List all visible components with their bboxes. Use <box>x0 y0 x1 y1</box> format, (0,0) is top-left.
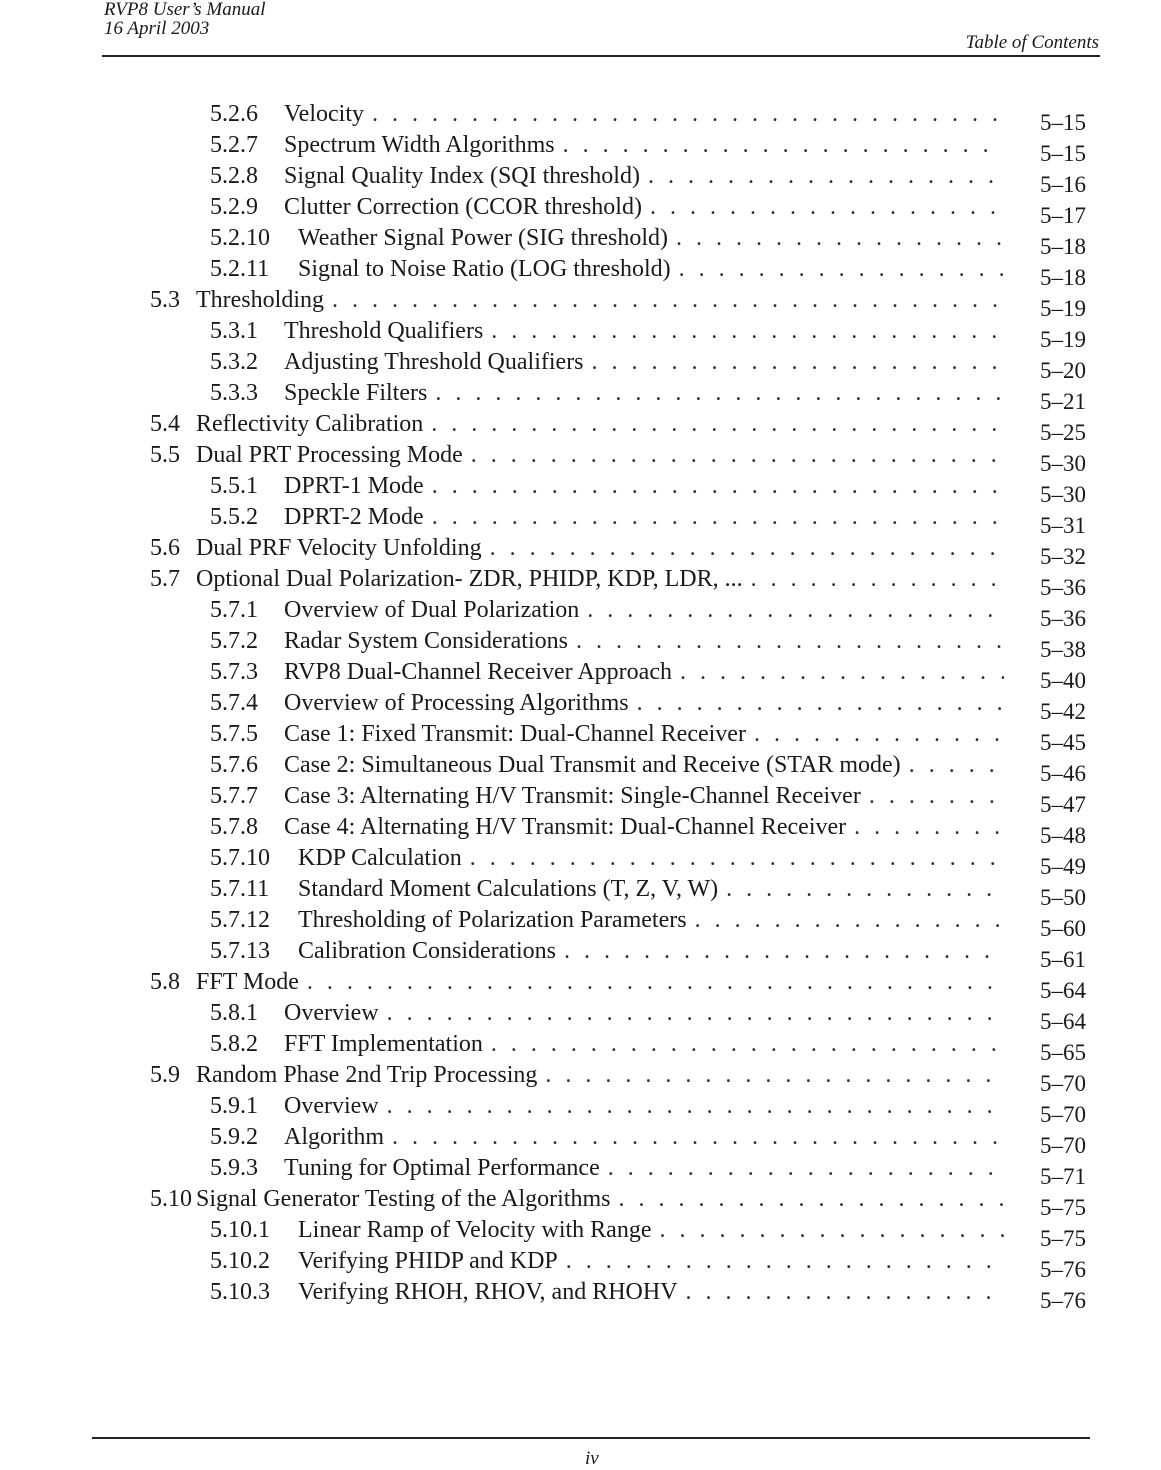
toc-entry-title: Standard Moment Calculations (T, Z, V, W) <box>298 876 719 902</box>
toc-entry[interactable] <box>0 874 1161 910</box>
toc-entry-page: 5–76 <box>1040 1257 1086 1282</box>
toc-entry-title: Linear Ramp of Velocity with Range <box>298 1217 652 1243</box>
toc-dot-leader <box>695 905 1004 936</box>
toc-entry-number: 5.4 <box>150 411 180 437</box>
toc-entry-title: Calibration Considerations <box>298 938 556 964</box>
toc-entry-page: 5–64 <box>1040 978 1086 1003</box>
toc-entry[interactable] <box>0 1153 1161 1189</box>
toc-entry-title: Optional Dual Polarization- ZDR, PHIDP, KDP, LDR, ... <box>196 566 743 592</box>
toc-dot-leader <box>564 936 1004 967</box>
toc-entry[interactable] <box>0 967 1161 1003</box>
toc-entry-number: 5.9.1 <box>210 1093 258 1119</box>
toc-entry-title: Threshold Qualifiers <box>284 318 484 344</box>
toc-dot-leader <box>470 843 1004 874</box>
toc-entry[interactable] <box>0 471 1161 507</box>
toc-entry-number: 5.7.7 <box>210 783 258 809</box>
toc-entry-page: 5–25 <box>1040 420 1086 445</box>
toc-entry-number: 5.7.11 <box>210 876 270 902</box>
toc-dot-leader <box>372 99 1004 130</box>
toc-dot-leader <box>751 564 1004 595</box>
toc-dot-leader <box>435 378 1004 409</box>
toc-entry-page: 5–47 <box>1040 792 1086 817</box>
toc-entry-number: 5.2.6 <box>210 101 258 127</box>
toc-dot-leader <box>387 998 1004 1029</box>
toc-entry-title: Case 3: Alternating H/V Transmit: Single-Channel Receiver <box>284 783 861 809</box>
toc-dot-leader <box>587 595 1004 626</box>
toc-entry[interactable] <box>0 99 1161 135</box>
table-of-contents <box>0 99 1161 1313</box>
toc-entry-number: 5.2.8 <box>210 163 258 189</box>
toc-entry[interactable] <box>0 781 1161 817</box>
toc-entry-number: 5.8 <box>150 969 180 995</box>
toc-dot-leader <box>648 161 1004 192</box>
toc-entry[interactable] <box>0 688 1161 724</box>
toc-entry[interactable] <box>0 843 1161 879</box>
toc-entry[interactable] <box>0 1091 1161 1127</box>
toc-entry-title: FFT Implementation <box>284 1031 483 1057</box>
toc-entry-page: 5–15 <box>1040 110 1086 135</box>
toc-entry-number: 5.8.1 <box>210 1000 258 1026</box>
toc-entry-title: DPRT-1 Mode <box>284 473 424 499</box>
toc-entry[interactable] <box>0 347 1161 383</box>
toc-entry-title: KDP Calculation <box>298 845 462 871</box>
toc-entry[interactable] <box>0 192 1161 228</box>
toc-entry-page: 5–18 <box>1040 234 1086 259</box>
toc-entry-number: 5.7 <box>150 566 180 592</box>
toc-entry-page: 5–71 <box>1040 1164 1086 1189</box>
toc-entry-page: 5–45 <box>1040 730 1086 755</box>
toc-entry-title: Overview <box>284 1000 379 1026</box>
toc-entry-page: 5–19 <box>1040 296 1086 321</box>
toc-entry-title: Dual PRT Processing Mode <box>196 442 463 468</box>
toc-entry-number: 5.7.5 <box>210 721 258 747</box>
toc-dot-leader <box>563 130 1004 161</box>
toc-dot-leader <box>332 285 1004 316</box>
toc-entry-number: 5.10 <box>150 1186 192 1212</box>
toc-entry-page: 5–60 <box>1040 916 1086 941</box>
toc-entry[interactable] <box>0 719 1161 755</box>
manual-title: RVP8 User’s Manual <box>104 0 266 20</box>
toc-entry[interactable] <box>0 1277 1161 1313</box>
toc-entry[interactable] <box>0 285 1161 321</box>
toc-entry-number: 5.7.2 <box>210 628 258 654</box>
toc-entry-page: 5–38 <box>1040 637 1086 662</box>
toc-entry-page: 5–36 <box>1040 575 1086 600</box>
toc-dot-leader <box>471 440 1004 471</box>
toc-entry[interactable] <box>0 626 1161 662</box>
toc-entry-title: DPRT-2 Mode <box>284 504 424 530</box>
toc-entry[interactable] <box>0 1122 1161 1158</box>
toc-entry-title: FFT Mode <box>196 969 299 995</box>
toc-entry-number: 5.7.3 <box>210 659 258 685</box>
toc-entry-title: Radar System Considerations <box>284 628 568 654</box>
toc-entry-number: 5.10.1 <box>210 1217 270 1243</box>
toc-entry[interactable] <box>0 564 1161 600</box>
toc-entry-title: Dual PRF Velocity Unfolding <box>196 535 482 561</box>
manual-date: 16 April 2003 <box>104 18 210 39</box>
toc-entry-number: 5.5.2 <box>210 504 258 530</box>
toc-entry-number: 5.7.4 <box>210 690 258 716</box>
toc-entry-title: Spectrum Width Algorithms <box>284 132 555 158</box>
toc-entry-page: 5–75 <box>1040 1226 1086 1251</box>
toc-entry-page: 5–70 <box>1040 1133 1086 1158</box>
toc-entry-page: 5–15 <box>1040 141 1086 166</box>
toc-entry-page: 5–18 <box>1040 265 1086 290</box>
toc-entry-page: 5–19 <box>1040 327 1086 352</box>
footer-page-number: iv <box>585 1448 599 1469</box>
toc-dot-leader <box>637 688 1004 719</box>
toc-entry-page: 5–50 <box>1040 885 1086 910</box>
toc-entry-page: 5–16 <box>1040 172 1086 197</box>
toc-dot-leader <box>431 409 1004 440</box>
toc-entry[interactable] <box>0 409 1161 445</box>
toc-dot-leader <box>686 1277 1004 1308</box>
running-header-section: Table of Contents <box>965 32 1099 53</box>
toc-entry-title: Case 1: Fixed Transmit: Dual-Channel Receiver <box>284 721 746 747</box>
toc-dot-leader <box>650 192 1004 223</box>
toc-entry-page: 5–42 <box>1040 699 1086 724</box>
toc-dot-leader <box>608 1153 1004 1184</box>
toc-entry-number: 5.10.3 <box>210 1279 270 1305</box>
toc-entry-page: 5–70 <box>1040 1071 1086 1096</box>
toc-dot-leader <box>618 1184 1004 1215</box>
toc-entry-number: 5.6 <box>150 535 180 561</box>
toc-entry-number: 5.3.2 <box>210 349 258 375</box>
toc-entry[interactable] <box>0 905 1161 941</box>
toc-entry-number: 5.7.1 <box>210 597 258 623</box>
toc-entry-page: 5–21 <box>1040 389 1086 414</box>
toc-entry-number: 5.8.2 <box>210 1031 258 1057</box>
toc-entry[interactable] <box>0 254 1161 290</box>
toc-entry-number: 5.9.2 <box>210 1124 258 1150</box>
toc-entry[interactable] <box>0 1184 1161 1220</box>
toc-entry-title: Verifying RHOH, RHOV, and RHOHV <box>298 1279 678 1305</box>
toc-dot-leader <box>491 1029 1004 1060</box>
toc-entry-page: 5–48 <box>1040 823 1086 848</box>
toc-dot-leader <box>432 471 1004 502</box>
header-rule <box>102 55 1100 57</box>
toc-dot-leader <box>576 626 1004 657</box>
toc-dot-leader <box>854 812 1004 843</box>
toc-entry-title: Signal to Noise Ratio (LOG threshold) <box>298 256 671 282</box>
toc-entry-page: 5–40 <box>1040 668 1086 693</box>
running-header-left <box>104 0 266 38</box>
toc-entry-title: Thresholding of Polarization Parameters <box>298 907 687 933</box>
toc-entry[interactable] <box>0 161 1161 197</box>
toc-entry[interactable] <box>0 998 1161 1034</box>
toc-dot-leader <box>491 316 1004 347</box>
toc-entry-number: 5.10.2 <box>210 1248 270 1274</box>
toc-entry-number: 5.7.12 <box>210 907 270 933</box>
toc-entry[interactable] <box>0 502 1161 538</box>
toc-entry-number: 5.3.1 <box>210 318 258 344</box>
toc-entry-title: Signal Generator Testing of the Algorithms <box>196 1186 611 1212</box>
toc-entry-number: 5.2.10 <box>210 225 270 251</box>
toc-dot-leader <box>909 750 1004 781</box>
toc-entry-page: 5–30 <box>1040 451 1086 476</box>
toc-entry-title: Verifying PHIDP and KDP <box>298 1248 558 1274</box>
toc-entry-title: Clutter Correction (CCOR threshold) <box>284 194 642 220</box>
toc-entry-page: 5–32 <box>1040 544 1086 569</box>
toc-entry[interactable] <box>0 316 1161 352</box>
toc-entry-number: 5.9.3 <box>210 1155 258 1181</box>
toc-dot-leader <box>490 533 1004 564</box>
footer-rule <box>92 1437 1090 1439</box>
toc-entry[interactable] <box>0 1060 1161 1096</box>
toc-entry-number: 5.2.9 <box>210 194 258 220</box>
toc-entry-page: 5–70 <box>1040 1102 1086 1127</box>
toc-entry-title: Random Phase 2nd Trip Processing <box>196 1062 538 1088</box>
toc-entry-page: 5–36 <box>1040 606 1086 631</box>
toc-entry-page: 5–61 <box>1040 947 1086 972</box>
toc-entry-title: Weather Signal Power (SIG threshold) <box>298 225 668 251</box>
toc-entry[interactable] <box>0 936 1161 972</box>
toc-entry-number: 5.7.10 <box>210 845 270 871</box>
toc-entry[interactable] <box>0 1029 1161 1065</box>
toc-entry-page: 5–64 <box>1040 1009 1086 1034</box>
toc-entry-number: 5.9 <box>150 1062 180 1088</box>
toc-entry-number: 5.2.7 <box>210 132 258 158</box>
toc-entry-number: 5.7.8 <box>210 814 258 840</box>
toc-entry-number: 5.3.3 <box>210 380 258 406</box>
toc-entry-title: Signal Quality Index (SQI threshold) <box>284 163 640 189</box>
toc-entry[interactable] <box>0 812 1161 848</box>
toc-dot-leader <box>754 719 1004 750</box>
toc-entry-title: Velocity <box>284 101 364 127</box>
toc-entry-page: 5–65 <box>1040 1040 1086 1065</box>
toc-dot-leader <box>592 347 1004 378</box>
toc-entry-page: 5–20 <box>1040 358 1086 383</box>
toc-entry[interactable] <box>0 130 1161 166</box>
toc-entry[interactable] <box>0 378 1161 414</box>
toc-dot-leader <box>387 1091 1004 1122</box>
toc-dot-leader <box>432 502 1004 533</box>
toc-entry-title: Case 4: Alternating H/V Transmit: Dual-Channel Receiver <box>284 814 847 840</box>
toc-entry[interactable] <box>0 223 1161 259</box>
toc-entry-number: 5.7.13 <box>210 938 270 964</box>
toc-dot-leader <box>566 1246 1004 1277</box>
toc-entry-number: 5.5 <box>150 442 180 468</box>
toc-entry-page: 5–75 <box>1040 1195 1086 1220</box>
toc-entry[interactable] <box>0 750 1161 786</box>
toc-entry-number: 5.7.6 <box>210 752 258 778</box>
toc-entry[interactable] <box>0 440 1161 476</box>
toc-entry-title: Case 2: Simultaneous Dual Transmit and Receive (STAR mode) <box>284 752 901 778</box>
toc-entry-title: Reflectivity Calibration <box>196 411 424 437</box>
toc-entry[interactable] <box>0 1215 1161 1251</box>
toc-entry-page: 5–17 <box>1040 203 1086 228</box>
toc-entry-title: Overview of Dual Polarization <box>284 597 580 623</box>
toc-entry[interactable] <box>0 595 1161 631</box>
toc-entry-title: Speckle Filters <box>284 380 428 406</box>
toc-dot-leader <box>307 967 1004 998</box>
toc-entry-number: 5.3 <box>150 287 180 313</box>
toc-entry-title: Thresholding <box>196 287 324 313</box>
toc-dot-leader <box>676 223 1004 254</box>
toc-entry-page: 5–30 <box>1040 482 1086 507</box>
toc-dot-leader <box>659 1215 1004 1246</box>
toc-dot-leader <box>679 254 1004 285</box>
toc-dot-leader <box>392 1122 1004 1153</box>
toc-entry-number: 5.5.1 <box>210 473 258 499</box>
toc-entry-title: Adjusting Threshold Qualifiers <box>284 349 584 375</box>
toc-entry-page: 5–49 <box>1040 854 1086 879</box>
toc-entry-title: Overview of Processing Algorithms <box>284 690 629 716</box>
toc-entry-title: RVP8 Dual-Channel Receiver Approach <box>284 659 672 685</box>
toc-dot-leader <box>545 1060 1004 1091</box>
toc-dot-leader <box>726 874 1004 905</box>
toc-entry[interactable] <box>0 533 1161 569</box>
toc-entry-page: 5–31 <box>1040 513 1086 538</box>
toc-entry-title: Algorithm <box>284 1124 384 1150</box>
toc-entry-title: Overview <box>284 1093 379 1119</box>
toc-dot-leader <box>869 781 1004 812</box>
toc-entry-title: Tuning for Optimal Performance <box>284 1155 600 1181</box>
toc-entry[interactable] <box>0 657 1161 693</box>
toc-dot-leader <box>680 657 1004 688</box>
toc-entry[interactable] <box>0 1246 1161 1282</box>
toc-entry-page: 5–76 <box>1040 1288 1086 1313</box>
toc-entry-page: 5–46 <box>1040 761 1086 786</box>
toc-entry-number: 5.2.11 <box>210 256 270 282</box>
